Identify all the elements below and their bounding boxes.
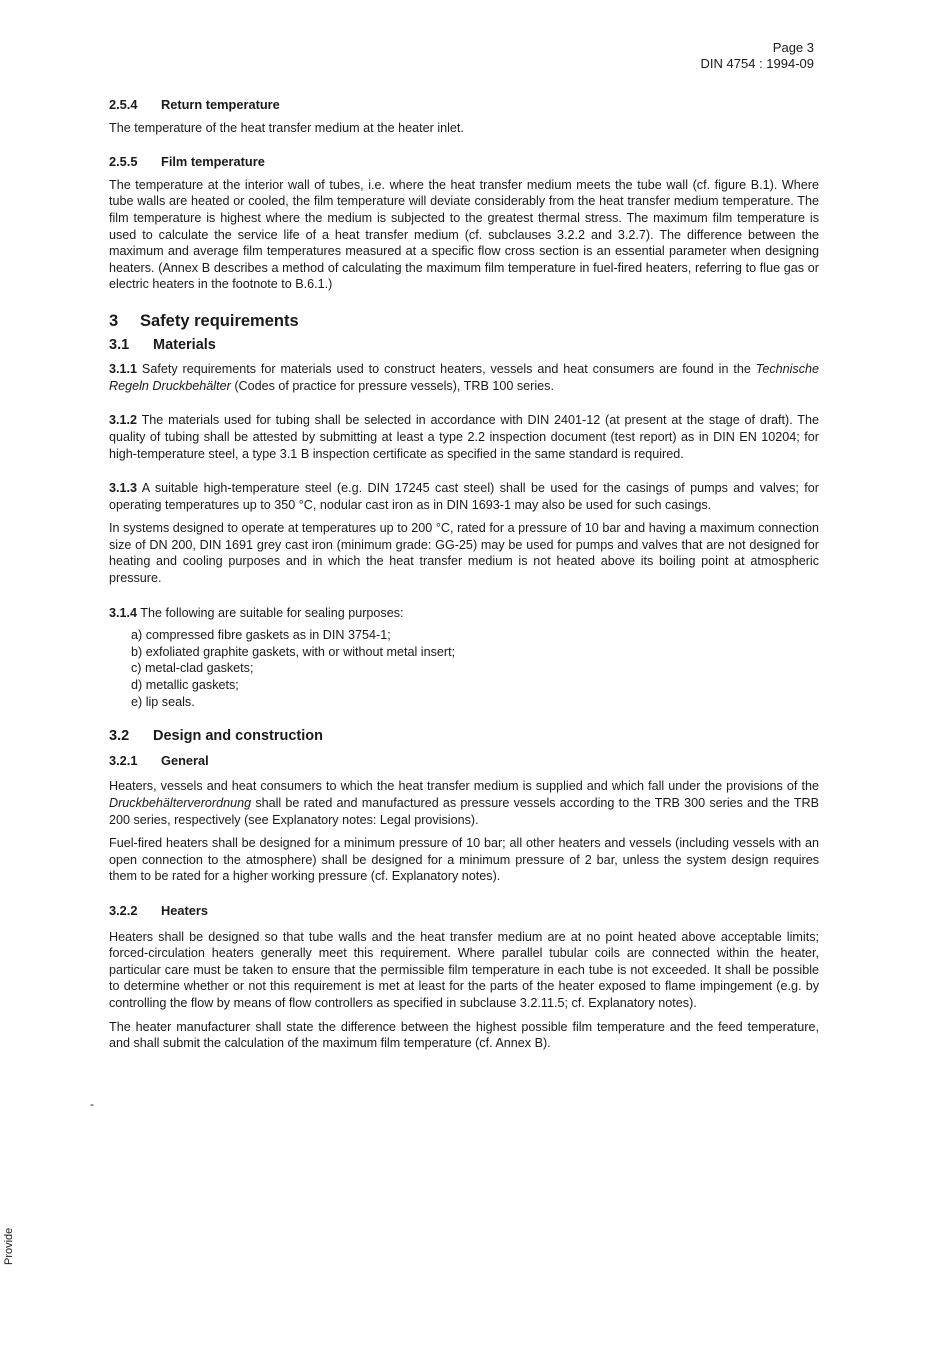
document-body bbox=[109, 97, 819, 1052]
subclause-number: 3.1.2 bbox=[109, 413, 138, 428]
section-title: Heaters bbox=[161, 902, 208, 918]
italic-title: Technische Regeln Druckbehälter bbox=[109, 362, 820, 393]
list-item: e) lip seals. bbox=[131, 694, 195, 709]
margin-mark: - bbox=[90, 1097, 94, 1111]
paragraph-3-2-2: Heaters shall be designed so that tube walls and the heat transfer medium are at no point heated above acceptable limits; forced-circulation heaters generally meet this requirement. Where parallel tubular coils are connected within the heater, particular care must be taken to ensure that the permissible film temperature in each tube is not exceeded. It shall be possible to determine whether or not this requirement is met at least for the parts of the heater exposed to flame impingement (e.g. by controlling the flow by means of flow controllers as specified in subclause 3.2.11.5; cf. Explanatory notes). bbox=[109, 929, 819, 1010]
standard-reference: DIN 4754 : 1994-09 bbox=[700, 56, 814, 71]
heading-3-2-1 bbox=[109, 753, 819, 770]
paragraph-return-temperature: The temperature of the heat transfer medium at the heater inlet. bbox=[109, 120, 464, 135]
paragraph-3-1-3 bbox=[109, 480, 819, 513]
heading-3 bbox=[109, 313, 819, 330]
heading-2-5-4 bbox=[109, 97, 819, 114]
section-number: 3.2 bbox=[109, 728, 130, 745]
section-number: 3.2.2 bbox=[109, 902, 138, 918]
section-title: Materials bbox=[153, 336, 216, 353]
subclause-number: 3.1.3 bbox=[109, 481, 138, 496]
paragraph-3-2-1 bbox=[109, 778, 819, 828]
side-margin-text: Provide bbox=[3, 1227, 15, 1265]
section-number: 3 bbox=[109, 311, 119, 330]
section-number: 2.5.4 bbox=[109, 97, 138, 112]
paragraph-film-temperature: The temperature at the interior wall of tubes, i.e. where the heat transfer medium meets the tube wall (cf. figure B.1). Where tube walls are heated or cooled, the film temperature will deviate considerably from the heat transfer medium temperature. The film temperature is highest where the medium is subjected to the greatest thermal stress. The maximum film temperature is used to calculate the service life of a heat transfer medium (cf. subclauses 3.2.2 and 3.2.7). The difference between the maximum and average film temperatures measured at a specific flow cross section is an essential parameter when designing heaters. (Annex B describes a method of calculating the maximum film temperature in fuel-fired heaters, referring to flue gas or electric heaters in the footnote to B.6.1.) bbox=[109, 177, 819, 292]
heading-3-2 bbox=[109, 728, 819, 745]
paragraph-3-2-1-b: Fuel-fired heaters shall be designed for a minimum pressure of 10 bar; all other heaters and vessels (including vessels with an open connection to the atmosphere) shall be designed for a minimum pressure of 2 bar, unless the system design requires them to be rated for a higher working pressure (cf. Explanatory notes). bbox=[109, 836, 819, 884]
subclause-number: 3.1.4 bbox=[109, 605, 138, 620]
paragraph-3-1-1 bbox=[109, 361, 819, 394]
section-title: Film temperature bbox=[161, 154, 265, 170]
sealing-list bbox=[109, 627, 819, 710]
list-item: d) metallic gaskets; bbox=[131, 678, 239, 693]
text-part: Heaters, vessels and heat consumers to which the heat transfer medium is supplied and which fall under the provisions of the bbox=[109, 779, 819, 794]
section-title: Return temperature bbox=[161, 97, 280, 112]
paragraph-3-1-3-b: In systems designed to operate at temperatures up to 200 °C, rated for a pressure of 10 bar and having a maximum connection size of DN 200, DIN 1691 grey cast iron (minimum grade: GG-25) may be used for pumps and valves that are not designed for heating and cooling purposes and in which the heat transfer medium is not heated above its boiling point at atmospheric pressure. bbox=[109, 521, 819, 586]
italic-title: Druckbehälterverordnung bbox=[109, 796, 252, 810]
text-part: The following are suitable for sealing purposes: bbox=[140, 605, 404, 620]
paragraph-3-2-2-b: The heater manufacturer shall state the difference between the highest possible film temperature and the feed temperature, and shall submit the calculation of the maximum film temperature (cf. Annex B). bbox=[109, 1019, 819, 1051]
text-part: shall be rated and manufactured as pressure vessels according to the TRB 300 series and the TRB 200 series, respectively (see Explanatory notes: Legal provisions). bbox=[109, 796, 820, 827]
heading-3-1 bbox=[109, 337, 819, 354]
section-number: 3.2.1 bbox=[109, 752, 138, 768]
list-item: b) exfoliated graphite gaskets, with or without metal insert; bbox=[131, 644, 456, 659]
page-number: Page 3 bbox=[772, 40, 814, 55]
text-part: (Codes of practice for pressure vessels), TRB 100 series. bbox=[234, 378, 554, 393]
list-item: a) compressed fibre gaskets as in DIN 3754-1; bbox=[131, 628, 391, 643]
section-title: Safety requirements bbox=[140, 311, 299, 330]
list-item: c) metal-clad gaskets; bbox=[131, 661, 254, 676]
section-number: 3.1 bbox=[109, 336, 130, 353]
page-header bbox=[701, 40, 814, 72]
subclause-number: 3.1.1 bbox=[109, 362, 138, 377]
text-part: The materials used for tubing shall be selected in accordance with DIN 2401-12 (at present at the stage of draft). The quality of tubing shall be attested by submitting at least a type 2.2 inspection document (test report) as in DIN EN 10204; for high-temperature steel, a type 3.1 B inspection certificate as specified in the same standard is required. bbox=[109, 413, 819, 461]
section-title: Design and construction bbox=[153, 728, 323, 745]
text-part: A suitable high-temperature steel (e.g. DIN 17245 cast steel) shall be used for the casings of pumps and valves; for operating temperatures up to 350 °C, nodular cast iron as in DIN 1693-1 may also be used for such casings. bbox=[109, 481, 819, 512]
paragraph-3-1-4 bbox=[109, 605, 819, 622]
heading-3-2-2 bbox=[109, 903, 819, 920]
text-part: Safety requirements for materials used to construct heaters, vessels and heat consumers are found in the bbox=[141, 362, 751, 377]
section-title: General bbox=[161, 752, 209, 768]
heading-2-5-5 bbox=[109, 154, 819, 171]
section-number: 2.5.5 bbox=[109, 154, 138, 170]
paragraph-3-1-2 bbox=[109, 412, 819, 462]
